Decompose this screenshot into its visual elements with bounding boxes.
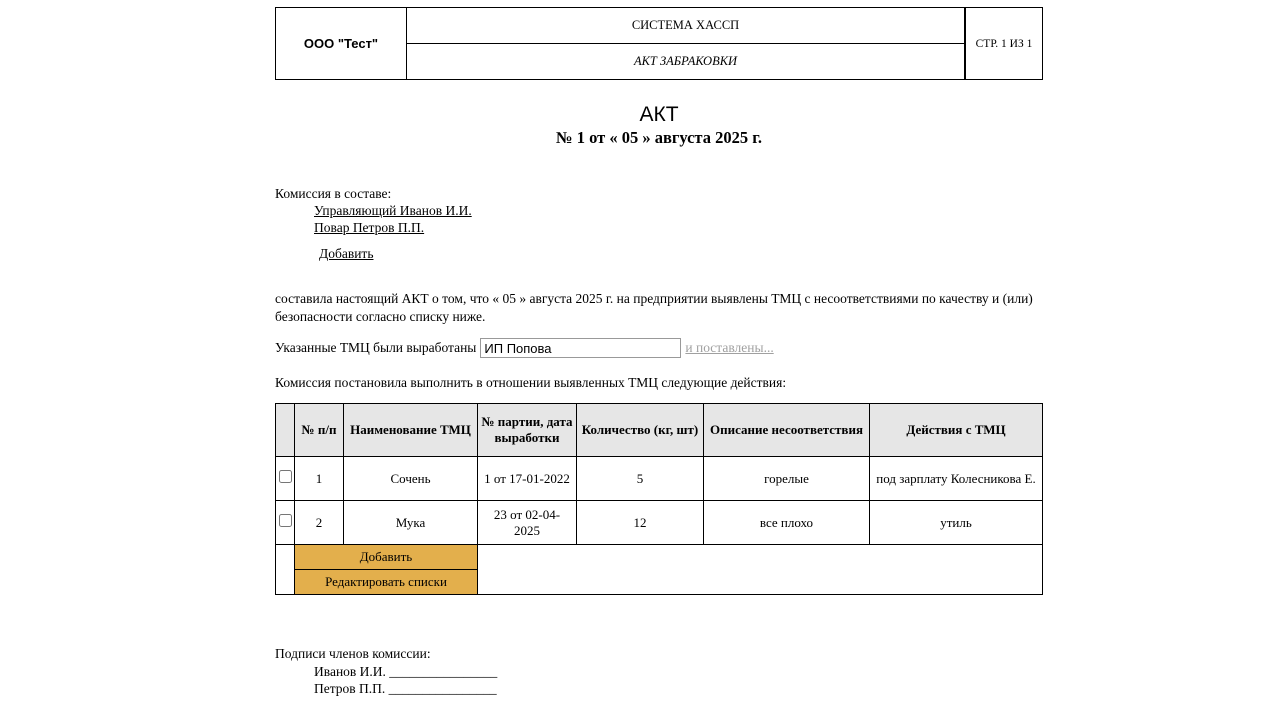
row-select-checkbox[interactable] [279, 470, 292, 483]
column-header-batch: № партии, дата выработки [478, 404, 577, 457]
add-item-button[interactable]: Добавить [295, 545, 477, 570]
signature-line: Иванов И.И. ________________ [314, 663, 498, 679]
produced-by-label: Указанные ТМЦ были выработаны [275, 340, 477, 355]
column-header-action: Действия с ТМЦ [870, 404, 1043, 457]
act-number-line: № 1 от « 05 » августа 2025 г. [555, 128, 762, 147]
cell-defect: все плохо [704, 501, 870, 545]
act-document [275, 7, 1043, 698]
cell-name: Мука [344, 501, 478, 545]
commission-member-link[interactable]: Повар Петров П.П. [314, 220, 425, 235]
signatures-label: Подписи членов комиссии: [275, 646, 431, 661]
empty-cell [478, 545, 1043, 595]
page-counter: СТР. 1 ИЗ 1 [965, 8, 1043, 80]
cell-action: под зарплату Колесникова Е. [870, 457, 1043, 501]
cell-quantity: 5 [577, 457, 704, 501]
produced-by-row [275, 338, 1043, 358]
cell-name: Сочень [344, 457, 478, 501]
edit-lists-button[interactable]: Редактировать списки [295, 570, 477, 594]
row-select-cell [276, 501, 295, 545]
table-actions-row [276, 545, 1043, 595]
column-header-defect: Описание несоответствия [704, 404, 870, 457]
cell-batch: 23 от 02-04-2025 [478, 501, 577, 545]
statement-text: составила настоящий АКТ о том, что « 05 » августа 2025 г. на предприятии выявлены ТМЦ с несоответствиями по качеству и (или) безопасности согласно списку ниже. [275, 291, 1033, 324]
decision-text: Комиссия постановила выполнить в отношении выявленных ТМЦ следующие действия: [275, 375, 787, 390]
cell-batch: 1 от 17-01-2022 [478, 457, 577, 501]
select-column-header [276, 404, 295, 457]
act-heading: АКТ [639, 103, 679, 126]
document-type: АКТ ЗАБРАКОВКИ [407, 44, 966, 80]
commission-section [275, 185, 1043, 262]
cell-number: 2 [295, 501, 344, 545]
row-select-checkbox[interactable] [279, 514, 292, 527]
supplied-by-link[interactable]: и поставлены... [685, 340, 774, 355]
column-header-name: Наименование ТМЦ [344, 404, 478, 457]
company-name: ООО "Тест" [276, 8, 407, 80]
column-header-number: № п/п [295, 404, 344, 457]
table-row [276, 457, 1043, 501]
signatures-section [275, 645, 1043, 698]
producer-input[interactable] [480, 338, 681, 358]
system-name: СИСТЕМА ХАССП [407, 8, 966, 44]
cell-defect: горелые [704, 457, 870, 501]
column-header-quantity: Количество (кг, шт) [577, 404, 704, 457]
cell-number: 1 [295, 457, 344, 501]
table-buttons-cell [295, 545, 478, 595]
act-title [275, 103, 1043, 149]
add-member-link[interactable]: Добавить [319, 246, 374, 261]
commission-label: Комиссия в составе: [275, 186, 392, 201]
document-header [275, 7, 1043, 80]
table-header-row [276, 404, 1043, 457]
commission-member-link[interactable]: Управляющий Иванов И.И. [314, 203, 472, 218]
table-row [276, 501, 1043, 545]
cell-action: утиль [870, 501, 1043, 545]
items-table [275, 403, 1043, 595]
empty-cell [276, 545, 295, 595]
row-select-cell [276, 457, 295, 501]
signature-line: Петров П.П. ________________ [314, 681, 497, 696]
cell-quantity: 12 [577, 501, 704, 545]
